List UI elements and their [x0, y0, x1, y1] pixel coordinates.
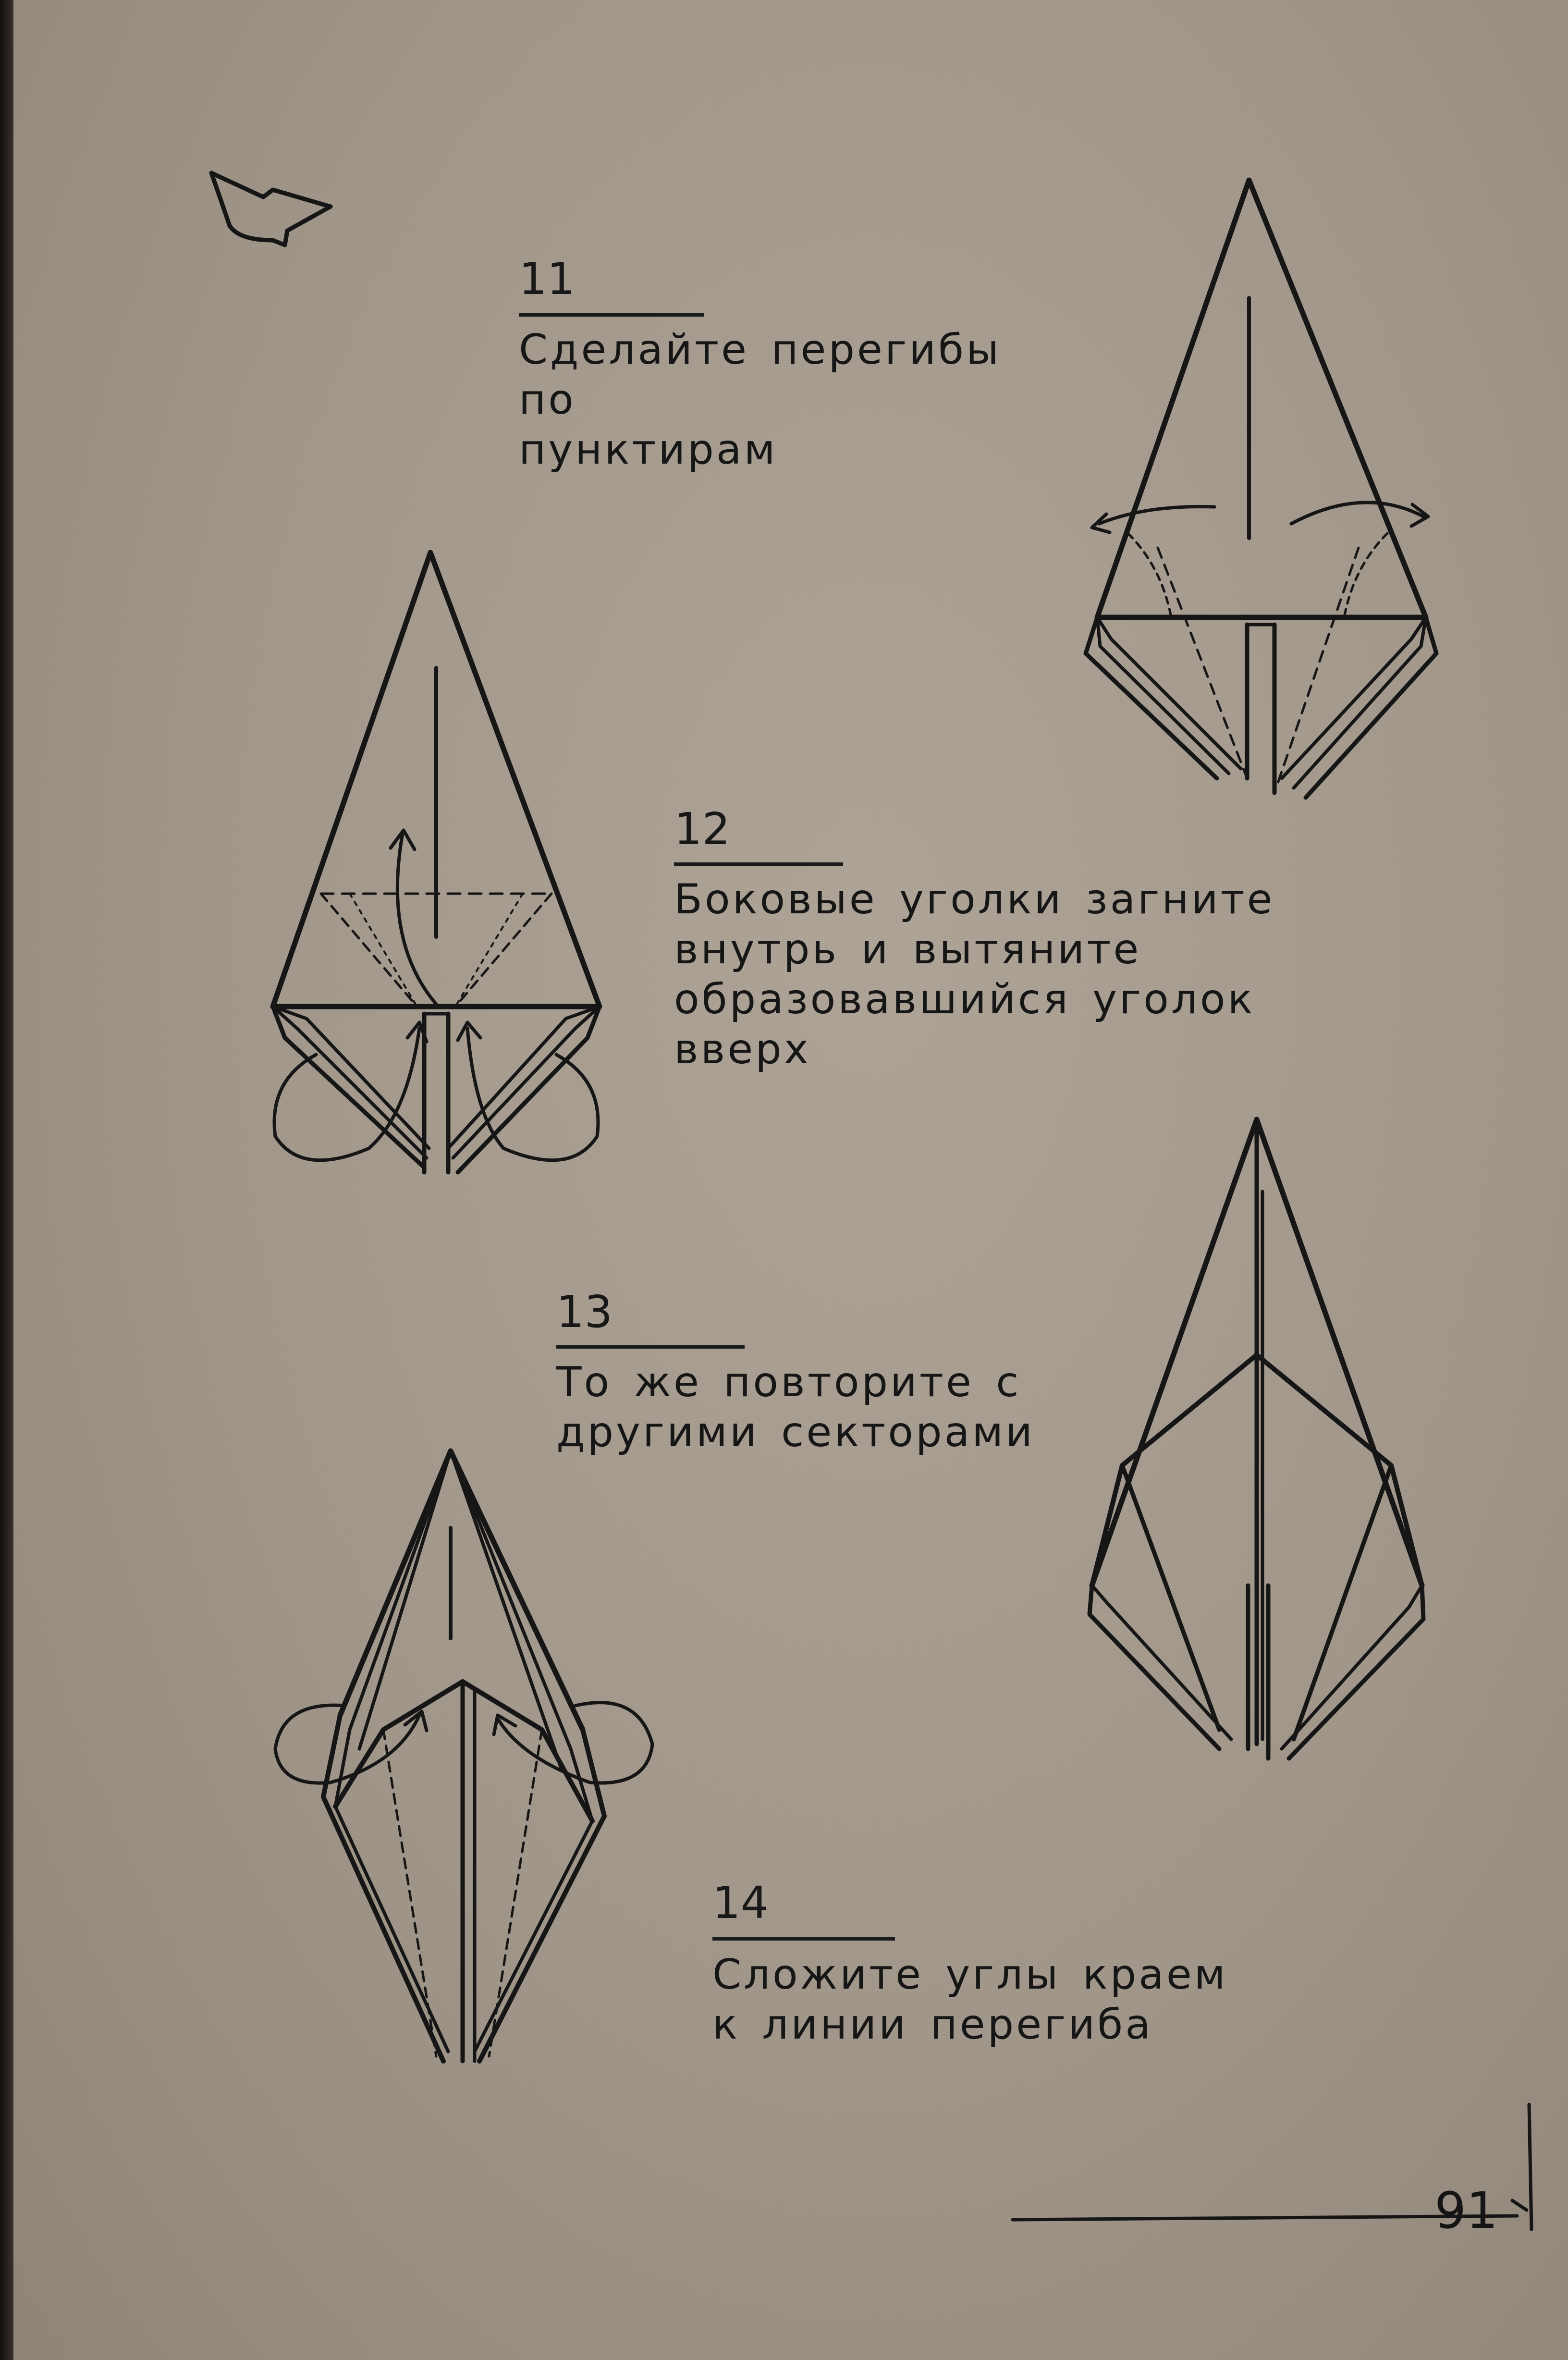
book-spine-shadow — [0, 0, 13, 2360]
page-number: 91 — [1434, 2181, 1498, 2240]
step-14-rule — [712, 1937, 895, 1941]
step-13-text: То же повторите с другими секторами — [556, 1358, 1035, 1456]
step-13-rule — [556, 1345, 745, 1349]
step-13-number: 13 — [556, 1286, 613, 1338]
step-14-text: Сложите углы краем к линии перегиба — [712, 1951, 1228, 2049]
diagram-step-11 — [1086, 180, 1436, 798]
arrow-right-icon — [211, 173, 331, 245]
step-12-number: 12 — [674, 803, 731, 855]
book-page — [13, 0, 1568, 2360]
step-11-text: Сделайте перегибы по пунктирам — [519, 326, 1001, 474]
diagram-step-12 — [273, 553, 600, 1172]
step-11-rule — [519, 313, 704, 317]
diagram-step-14 — [275, 1451, 652, 2061]
step-14-number: 14 — [712, 1877, 769, 1929]
step-12-text: Боковые уголки загните внутрь и вытяните образовавшийся уголок вверх — [674, 875, 1275, 1073]
step-12-rule — [674, 862, 843, 866]
diagram-step-13 — [1090, 1119, 1423, 1758]
step-11-number: 11 — [519, 253, 576, 305]
